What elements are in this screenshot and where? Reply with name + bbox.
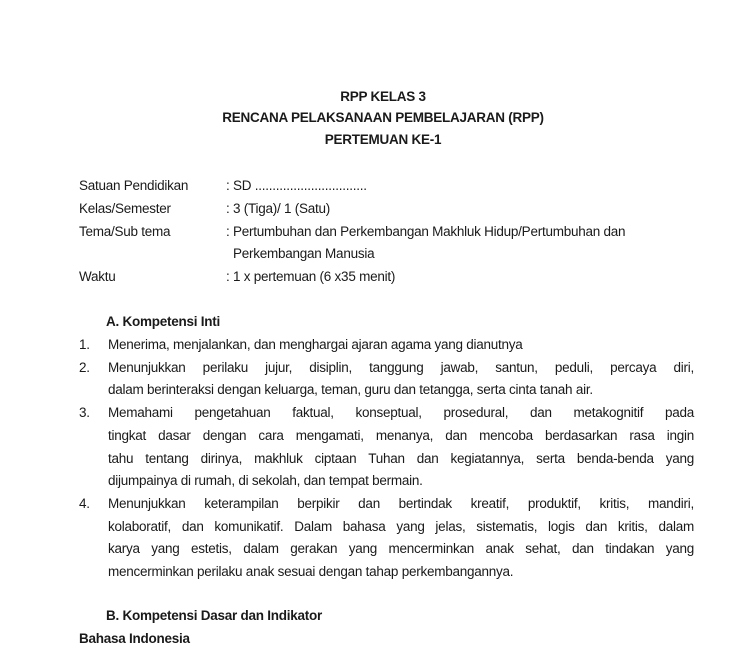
section-a-heading: A. Kompetensi Inti (106, 314, 221, 329)
doc-title: RPP KELAS 3 (340, 89, 426, 104)
info-value: : 1 x pertemuan (6 x35 menit) (226, 269, 396, 284)
list-item-text: Memahami pengetahuan faktual, konseptual, prosedural, dan metakognitif pada (108, 405, 694, 421)
list-item-text: dalam berinteraksi dengan keluarga, teman, guru dan tetangga, serta cinta tanah air. (108, 382, 593, 398)
info-value: : Pertumbuhan dan Perkembangan Makhluk Hidup/Pertumbuhan dan (226, 224, 626, 239)
list-item-text: kolaboratif, dan komunikatif. Dalam bahasa yang jelas, sistematis, logis dan kritis, dalam (108, 518, 694, 534)
doc-subtitle: RENCANA PELAKSANAAN PEMBELAJARAN (RPP) (222, 110, 544, 125)
list-item-text: Menunjukkan keterampilan berpikir dan bertindak kreatif, produktif, kritis, mandiri, (108, 495, 694, 511)
list-item-number: 1. (79, 337, 90, 352)
list-item-text: mencerminkan perilaku anak sesuai dengan tahap perkembangannya. (108, 564, 514, 579)
meeting-title: PERTEMUAN KE-1 (324, 132, 442, 147)
list-item-text: tahu tentang dirinya, makhluk ciptaan Tuhan dan kegiatannya, serta benda-benda yang (108, 450, 694, 466)
list-item-number: 3. (79, 405, 90, 421)
info-label: Tema/Sub tema (79, 224, 171, 239)
info-label: Satuan Pendidikan (79, 178, 189, 193)
info-label: Waktu (79, 269, 116, 284)
list-item-text: dijumpainya di rumah, di sekolah, dan tempat bermain. (108, 473, 423, 489)
list-item-text: karya yang estetis, dalam gerakan yang mencerminkan anak sehat, dan tindakan yang (108, 541, 694, 557)
list-item-number: 2. (79, 359, 90, 375)
info-value: : 3 (Tiga)/ 1 (Satu) (226, 201, 331, 216)
info-label: Kelas/Semester (79, 201, 171, 216)
info-value-continued: Perkembangan Manusia (233, 246, 375, 261)
list-item-text: Menerima, menjalankan, dan menghargai ajaran agama yang dianutnya (108, 337, 523, 352)
list-item-text: tingkat dasar dengan cara mengamati, menanya, dan mencoba berdasarkan rasa ingin (108, 427, 694, 443)
section-b-heading: B. Kompetensi Dasar dan Indikator (106, 608, 323, 623)
list-item-number: 4. (79, 495, 90, 511)
list-item-text: Menunjukkan perilaku jujur, disiplin, tanggung jawab, santun, peduli, percaya diri, (108, 359, 694, 375)
subject-heading: Bahasa Indonesia (79, 631, 190, 646)
info-value: : SD ................................ (226, 178, 367, 193)
